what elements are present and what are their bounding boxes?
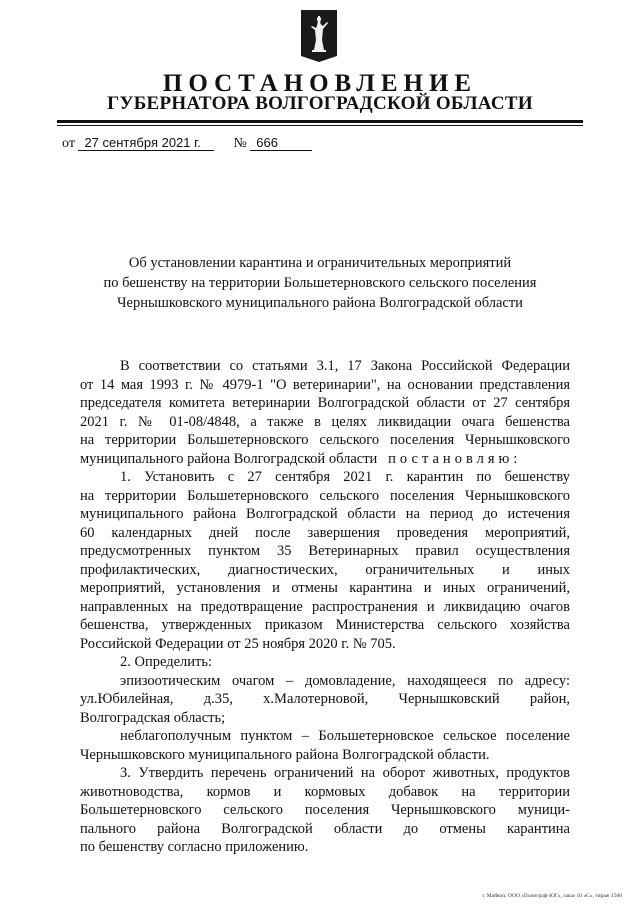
heading-line: Об установлении карантина и ограничительных мероприятий [128, 255, 512, 271]
body-line: предусмотренных пунктом 35 Ветеринарных правил осуществления [80, 543, 570, 559]
body-line: эпизоотическим очагом – домовладение, находящееся по адресу: [120, 672, 570, 689]
body-line: Волгоградская область; [80, 709, 226, 726]
body-line: на территории Большетерновского сельского поселения Чернышковского [80, 487, 570, 504]
document-subtitle: ГУБЕРНАТОРА ВОЛГОГРАДСКОЙ ОБЛАСТИ [107, 93, 533, 114]
decree-body [80, 357, 570, 857]
dateline [62, 135, 312, 153]
heading-line: по бешенству на территории Большетерновского сельского поселения [103, 275, 537, 291]
body-line: 2021 г. № 01-08/4848, а также в целях ликвидации очага бешенства [80, 413, 570, 430]
body-line: по бешенству согласно приложению. [80, 839, 309, 855]
decree-heading [80, 253, 560, 313]
decree-word: постановляю: [388, 450, 522, 467]
body-line: пального района Волгоградской области до отмены карантина [80, 820, 570, 837]
body-line: Чернышковского муниципального района Волгоградской области. [80, 746, 490, 763]
decree-number: 666 [250, 135, 312, 151]
volgograd-emblem-icon [301, 10, 337, 62]
body-line: Большетерновского сельского поселения Чернышковского муници- [80, 802, 570, 818]
body-line: 60 календарных дней после завершения проведения мероприятий, [80, 524, 570, 541]
body-line: направленных на предотвращение распространения и ликвидацию очагов [80, 598, 570, 615]
body-line: мероприятий, установления и отмены карантина и иных ограничений, [80, 580, 570, 596]
document-title: ПОСТАНОВЛЕНИЕ [162, 70, 478, 97]
body-line: профилактических, диагностических, ограничительных и иных [80, 561, 570, 578]
body-line: 3. Утвердить перечень ограничений на оборот животных, продуктов [120, 765, 570, 781]
heading-line: Чернышковского муниципального района Волгоградской области [117, 295, 523, 311]
body-line: животноводства, кормов и кормовых добавок на территории [80, 783, 570, 800]
header-rule-thick [57, 120, 583, 123]
date-prefix: от [62, 136, 75, 151]
header-rule-thin [57, 125, 583, 126]
body-line: от 14 мая 1993 г. № 4979-1 "О ветеринарии", на основании представления [80, 376, 570, 393]
body-line: бешенства, утвержденных приказом Министерства сельского хозяйства [80, 617, 570, 633]
decree-date: 27 сентября 2021 г. [78, 135, 214, 151]
body-line: 2. Определить: [120, 654, 213, 670]
body-line: Российской Федерации от 25 ноября 2020 г. № 705. [80, 635, 396, 652]
printer-imprint: г. Майкоп, ООО «Полиграф-ЮГ», заказ 10 «С», тираж 1500 [482, 893, 622, 899]
body-line-text: муниципального района Волгоградской области [80, 450, 378, 467]
body-line: председателя комитета ветеринарии Волгоградской области от 27 сентября [80, 395, 570, 411]
body-line: неблагополучным пунктом – Большетерновское сельское поселение [120, 728, 570, 744]
body-line: В соответствии со статьями 3.1, 17 Закона Российской Федерации [120, 358, 570, 374]
body-line: на территории Большетерновского сельского поселения Чернышковского [80, 432, 570, 448]
body-line: 1. Установить с 27 сентября 2021 г. карантин по бешенству [120, 469, 570, 485]
number-sign: № [233, 136, 247, 151]
body-line [80, 450, 570, 469]
body-line: муниципального района Волгоградской области на период до истечения [80, 506, 570, 522]
body-line: ул.Юбилейная, д.35, х.Малотерновой, Чернышковский район, [80, 691, 570, 707]
